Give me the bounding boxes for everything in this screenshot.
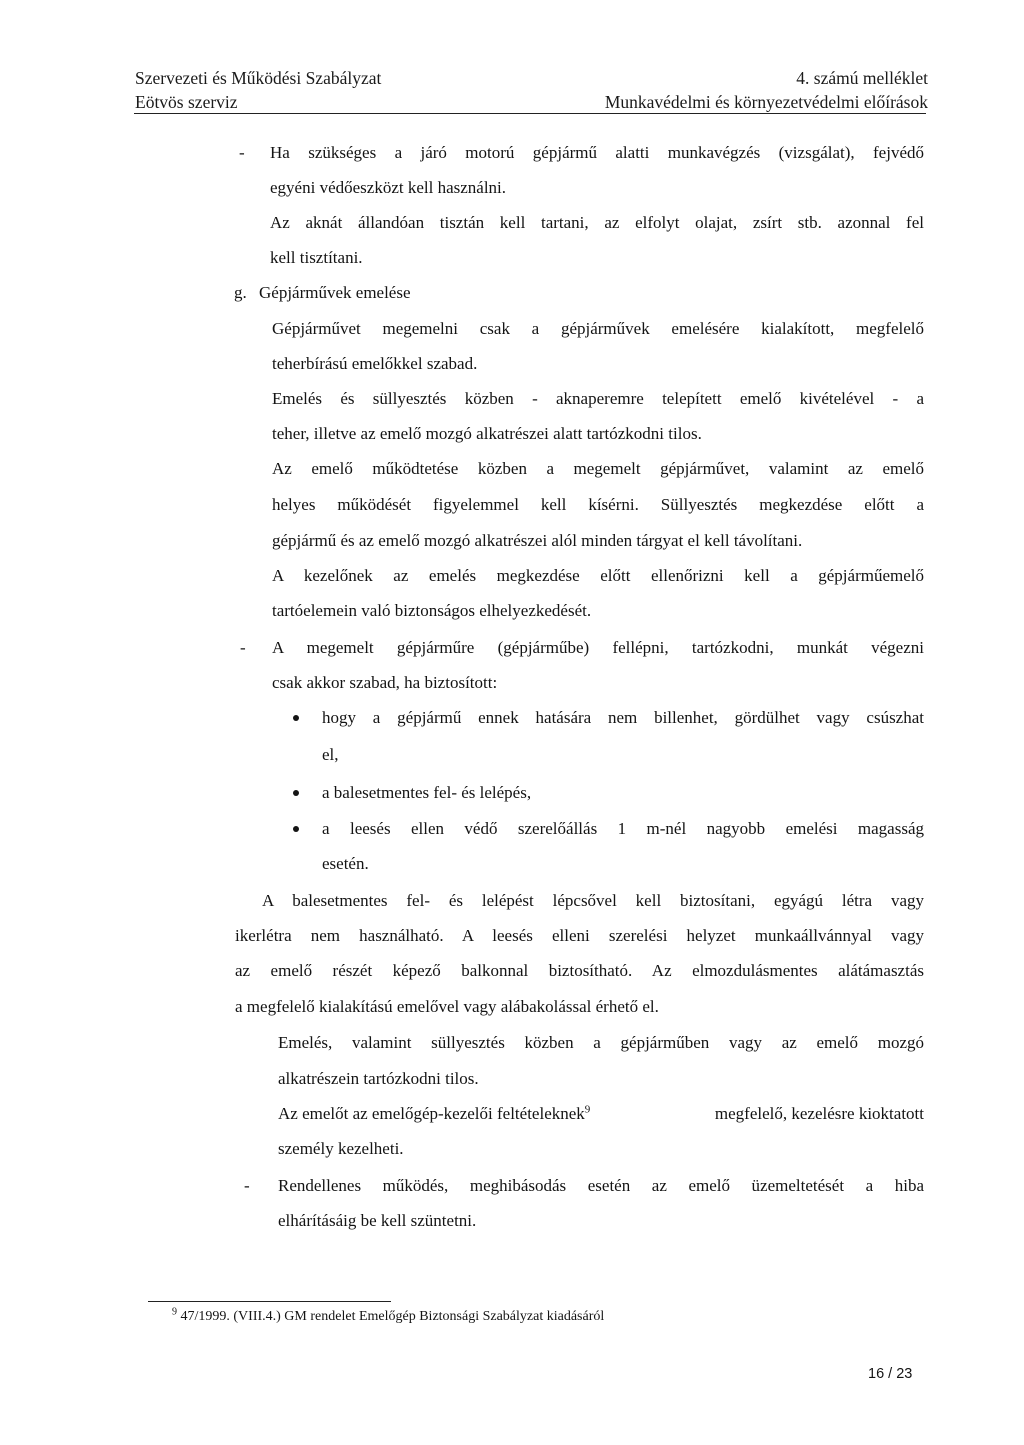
paragraph-line: Emelés, valamint süllyesztés közben a gépjárműben vagy az emelő mozgó bbox=[278, 1033, 924, 1052]
header-divider bbox=[134, 113, 926, 114]
paragraph-text: Az emelőt az emelőgép-kezelői feltételeknek$^9$ bbox=[278, 1103, 591, 1123]
paragraph-line: Az aknát állandóan tisztán kell tartani, az elfolyt olajat, zsírt stb. azonnal fel bbox=[270, 213, 924, 232]
paragraph-text: megfelelő, kezelésre kioktatott bbox=[714, 1104, 924, 1123]
bullet-item-line: a leesés ellen védő szerelőállás 1 m-nél nagyobb emelési magasság bbox=[322, 819, 924, 838]
paragraph-line: az emelő részét képező balkonnal biztosítható. Az elmozdulásmentes alátámasztás bbox=[235, 961, 924, 980]
paragraph-line: A kezelőnek az emelés megkezdése előtt ellenőrizni kell a gépjárműemelő bbox=[272, 566, 924, 585]
paragraph-line: Ha szükséges a járó motorú gépjármű alatti munkavégzés (vizsgálat), fejvédő bbox=[270, 143, 924, 162]
paragraph-line bbox=[278, 1103, 924, 1125]
bullet-icon bbox=[293, 826, 299, 832]
paragraph-line: a megfelelő kialakítású emelővel vagy alábakolással érhető el. bbox=[235, 997, 659, 1016]
paragraph-line: elhárításáig be kell szüntetni. bbox=[278, 1211, 477, 1230]
section-letter: g. bbox=[234, 283, 247, 302]
paragraph-line: személy kezelheti. bbox=[278, 1139, 404, 1158]
bullet-item-line: a balesetmentes fel- és lelépés, bbox=[322, 783, 532, 802]
header-doc-title: Szervezeti és Működési Szabályzat bbox=[135, 68, 382, 88]
paragraph-line: Az emelő működtetése közben a megemelt gépjárművet, valamint az emelő bbox=[272, 459, 924, 478]
footnote-reference[interactable]: 9 bbox=[584, 1103, 591, 1116]
paragraph-line: teher, illetve az emelő mozgó alkatrészei alatt tartózkodni tilos. bbox=[272, 424, 702, 443]
paragraph-line: Gépjárművet megemelni csak a gépjárművek emelésére kialakított, megfelelő bbox=[272, 319, 924, 338]
bullet-icon bbox=[293, 790, 299, 796]
section-title: Gépjárművek emelése bbox=[259, 283, 411, 302]
page-number: 16 / 23 bbox=[868, 1366, 913, 1382]
paragraph-line: gépjármű és az emelő mozgó alkatrészei alól minden tárgyat el kell távolítani. bbox=[272, 531, 803, 550]
list-dash: - bbox=[244, 1176, 250, 1195]
paragraph-line: tartóelemein való biztonságos elhelyezkedését. bbox=[272, 601, 592, 620]
paragraph-line: ikerlétra nem használható. A leesés elleni szerelési helyzet munkaállvánnyal vagy bbox=[235, 926, 924, 945]
header-annex-number: 4. számú melléklet bbox=[796, 68, 928, 88]
paragraph-line: helyes működését figyelemmel kell kísérni. Süllyesztés megkezdése előtt a bbox=[272, 495, 924, 514]
bullet-item-line: esetén. bbox=[322, 854, 369, 873]
paragraph-line: teherbírású emelőkkel szabad. bbox=[272, 354, 478, 373]
bullet-item-line: el, bbox=[322, 745, 339, 764]
paragraph-line: kell tisztítani. bbox=[270, 248, 363, 267]
header-service-name: Eötvös szerviz bbox=[135, 92, 238, 112]
paragraph-line: Rendellenes működés, meghibásodás esetén az emelő üzemeltetését a hiba bbox=[278, 1176, 924, 1195]
footnote-text: 47/1999. (VIII.4.) GM rendelet Emelőgép Biztonsági Szabályzat kiadásáról bbox=[177, 1309, 605, 1324]
paragraph-line: csak akkor szabad, ha biztosított: bbox=[272, 673, 498, 692]
bullet-icon bbox=[293, 715, 299, 721]
bullet-item-line: hogy a gépjármű ennek hatására nem billenhet, gördülhet vagy csúszhat bbox=[322, 708, 924, 727]
footnote-divider bbox=[148, 1301, 391, 1302]
paragraph-line: egyéni védőeszközt kell használni. bbox=[270, 178, 507, 197]
paragraph-line: alkatrészein tartózkodni tilos. bbox=[278, 1069, 479, 1088]
paragraph-line: A megemelt gépjárműre (gépjárműbe) fellépni, tartózkodni, munkát végezni bbox=[272, 638, 924, 657]
list-dash: - bbox=[239, 143, 245, 162]
list-dash: - bbox=[240, 638, 246, 657]
header-annex-title: Munkavédelmi és környezetvédelmi előírások bbox=[604, 92, 928, 112]
paragraph-line: A balesetmentes fel- és lelépést lépcsővel kell biztosítani, egyágú létra vagy bbox=[262, 891, 924, 910]
paragraph-line: Emelés és süllyesztés közben - aknaperemre telepített emelő kivételével - a bbox=[272, 389, 924, 408]
footnote bbox=[172, 1308, 604, 1326]
footnote-number: 9 bbox=[172, 1306, 177, 1318]
